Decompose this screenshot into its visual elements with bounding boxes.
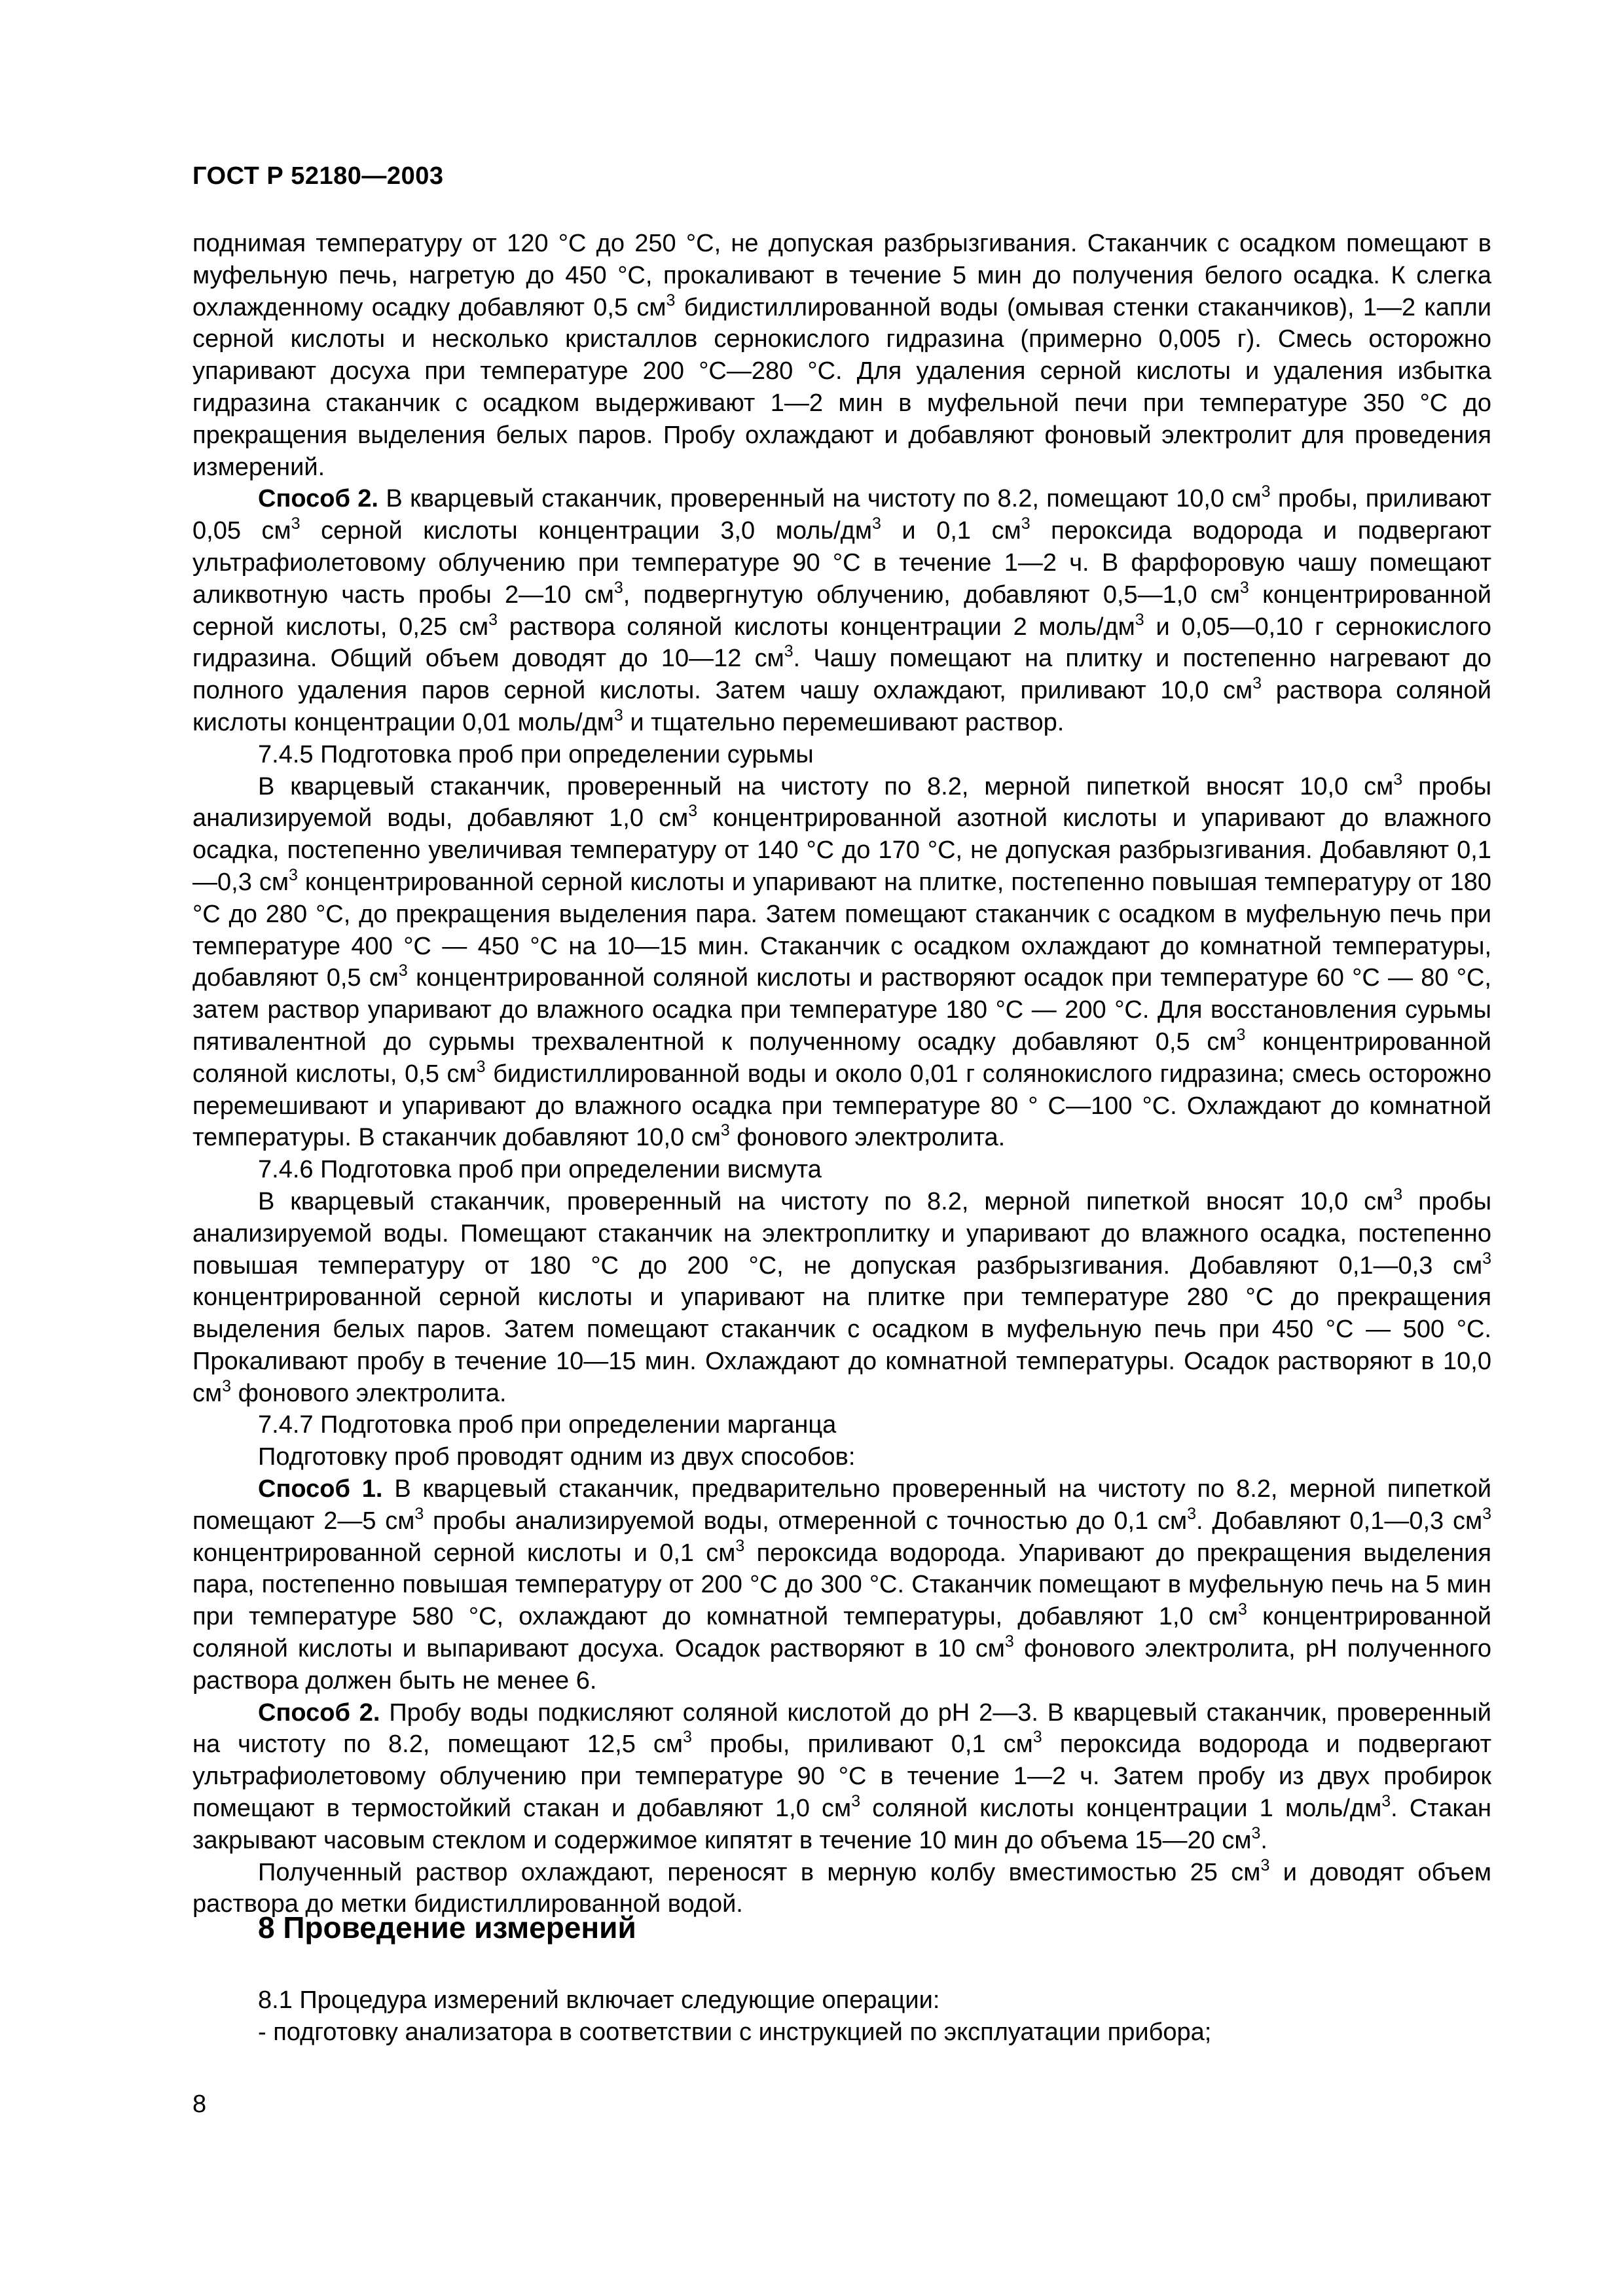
- section-8-text: [192, 1984, 1491, 2049]
- main-text: [192, 228, 1491, 1920]
- page-number: 8: [192, 2090, 207, 2118]
- manganese-method-1-label: Способ 1.: [258, 1475, 383, 1503]
- document-code: ГОСТ Р 52180—2003: [192, 162, 444, 190]
- paragraph-final-solution: Полученный раствор охлаждают, переносят в мерную колбу вместимостью 25 $см^3$ и доводят объем раствора до метки бидистиллированной водой.: [192, 1856, 1491, 1918]
- subsection-7-4-5-heading: 7.4.5 Подготовка проб при определении сурьмы: [258, 740, 814, 768]
- paragraph-manganese-method-2: [192, 1697, 1491, 1857]
- section-8-title: 8 Проведение измерений: [258, 1910, 636, 1945]
- subsection-7-4-7-heading: 7.4.7 Подготовка проб при определении марганца: [258, 1411, 837, 1439]
- paragraph-manganese-method-1: [192, 1473, 1491, 1697]
- manganese-method-2-label: Способ 2.: [258, 1698, 380, 1727]
- method-2-label: Способ 2.: [258, 485, 378, 513]
- paragraph-method-2: [192, 483, 1491, 738]
- paragraph-continuation: поднимая температуру от 120 °С до 250 °С, не допуская разбрызгивания. Стаканчик с осадком помещают в муфельную печь, нагретую до 450 °С, прокаливают в течение 5 мин до получения белого осадка. К слегка охлажденному осадку добавляют 0,5 $см^3$ бидистиллированной воды (омывая стенки стаканчиков), 1—2 капли серной кислоты и несколько кристаллов сернокислого гидразина (примерно 0,005 г). Смесь осторожно упаривают досуха при температуре 200 °С—280 °С. Для удаления серной кислоты и удаления избытка гидразина стаканчик с осадком выдерживают 1—2 мин в муфельной печи при температуре 350 °С до прекращения выделения белых паров. Пробу охлаждают и добавляют фоновый электролит для проведения измерений.: [192, 230, 1491, 481]
- paragraph-two-methods: Подготовку проб проводят одним из двух способов:: [258, 1443, 856, 1471]
- manganese-method-1-text: В кварцевый стаканчик, предварительно проверенный на чистоту по 8.2, мерной пипеткой помещают 2—5 $см^3$ пробы анализируемой воды, отмеренной с точностью до 0,1 $см^3$. Добавляют 0,1—0,3 $см^3$ концентрированной серной кислоты и 0,1 $см^3$ пероксида водорода. Упаривают до прекращения выделения пара, постепенно повышая температуру от 200 °С до 300 °С. Стаканчик помещают в муфельную печь на 5 мин при температуре 580 °С, охлаждают до комнатной температуры, добавляют 1,0 $см^3$ концентрированной соляной кислоты и выпаривают досуха. Осадок растворяют в 10 $см^3$ фонового электролита, рН полученного раствора должен быть не менее 6.: [192, 1475, 1491, 1695]
- list-item-bullet: - подготовку анализатора в соответствии с инструкцией по эксплуатации прибора;: [258, 2018, 1212, 2046]
- paragraph-bismuth: В кварцевый стаканчик, проверенный на чистоту по 8.2, мерной пипеткой вносят 10,0 $см^3$ пробы анализируемой воды. Помещают стаканчик на электроплитку и упаривают до влажного осадка, постепенно повышая температуру от 180 °С до 200 °С, не допуская разбрызгивания. Добавляют 0,1—0,3 $см^3$ концентрированной серной кислоты и упаривают на плитке при температуре 280 °С до прекращения выделения белых паров. Затем помещают стаканчик с осадком в муфельную печь при 450 °С — 500 °С. Прокаливают пробу в течение 10—15 мин. Охлаждают до комнатной температуры. Осадок растворяют в 10,0 $см^3$ фонового электролита.: [192, 1185, 1492, 1407]
- manganese-method-2-text: Пробу воды подкисляют соляной кислотой до рН 2—3. В кварцевый стаканчик, проверенный на чистоту по 8.2, помещают 12,5 $см^3$ пробы, приливают 0,1 $см^3$ пероксида водорода и подвергают ультрафиолетовому облучению при температуре 90 °С в течение 1—2 ч. Затем пробу из двух пробирок помещают в термостойкий стакан и добавляют 1,0 $см^3$ соляной кислоты концентрации 1 моль/$дм^3$. Стакан закрывают часовым стеклом и содержимое кипятят в течение 10 мин до объема 15—20 $см^3$.: [192, 1698, 1492, 1854]
- subsection-7-4-6-heading: 7.4.6 Подготовка проб при определении висмута: [258, 1156, 822, 1184]
- paragraph-antimony: В кварцевый стаканчик, проверенный на чистоту по 8.2, мерной пипеткой вносят 10,0 $см^3$ пробы анализируемой воды, добавляют 1,0 $см^3$ концентрированной азотной кислоты и упаривают до влажного осадка, постепенно увеличивая температуру от 140 °С до 170 °С, не допуская разбрызгивания. Добавляют 0,1—0,3 $см^3$ концентрированной серной кислоты и упаривают на плитке, постепенно повышая температуру от 180 °С до 280 °С, до прекращения выделения пара. Затем помещают стаканчик с осадком в муфельную печь при температуре 400 °С — 450 °С на 10—15 мин. Стаканчик с осадком охлаждают до комнатной температуры, добавляют 0,5 $см^3$ концентрированной соляной кислоты и растворяют осадок при температуре 60 °С — 80 °С, затем раствор упаривают до влажного осадка при температуре 180 °С — 200 °С. Для восстановления сурьмы пятивалентной до сурьмы трехвалентной к полученному осадку добавляют 0,5 $см^3$ концентрированной соляной кислоты, 0,5 $см^3$ бидистиллированной воды и около 0,01 г солянокислого гидразина; смесь осторожно перемешивают и упаривают до влажного осадка при температуре 80 ° С—100 °С. Охлаждают до комнатной температуры. В стаканчик добавляют 10,0 $см^3$ фонового электролита.: [192, 770, 1492, 1152]
- item-8-1: 8.1 Процедура измерений включает следующие операции:: [258, 1986, 940, 2014]
- method-2-text: В кварцевый стаканчик, проверенный на чистоту по 8.2, помещают 10,0 $см^3$ пробы, приливают 0,05 $см^3$ серной кислоты концентрации 3,0 моль/$дм^3$ и 0,1 $см^3$ пероксида водорода и подвергают ультрафиолетовому облучению при температуре 90 °С в течение 1—2 ч. В фарфоровую чашу помещают аликвотную часть пробы 2—10 $см^3$, подвергнутую облучению, добавляют 0,5—1,0 $см^3$ концентрированной серной кислоты, 0,25 $см^3$ раствора соляной кислоты концентрации 2 моль/$дм^3$ и 0,05—0,10 г сернокислого гидразина. Общий объем доводят до 10—12 $см^3$. Чашу помещают на плитку и постепенно нагревают до полного удаления паров серной кислоты. Затем чашу охлаждают, приливают 10,0 $см^3$ раствора соляной кислоты концентрации 0,01 моль/$дм^3$ и тщательно перемешивают раствор.: [192, 482, 1492, 736]
